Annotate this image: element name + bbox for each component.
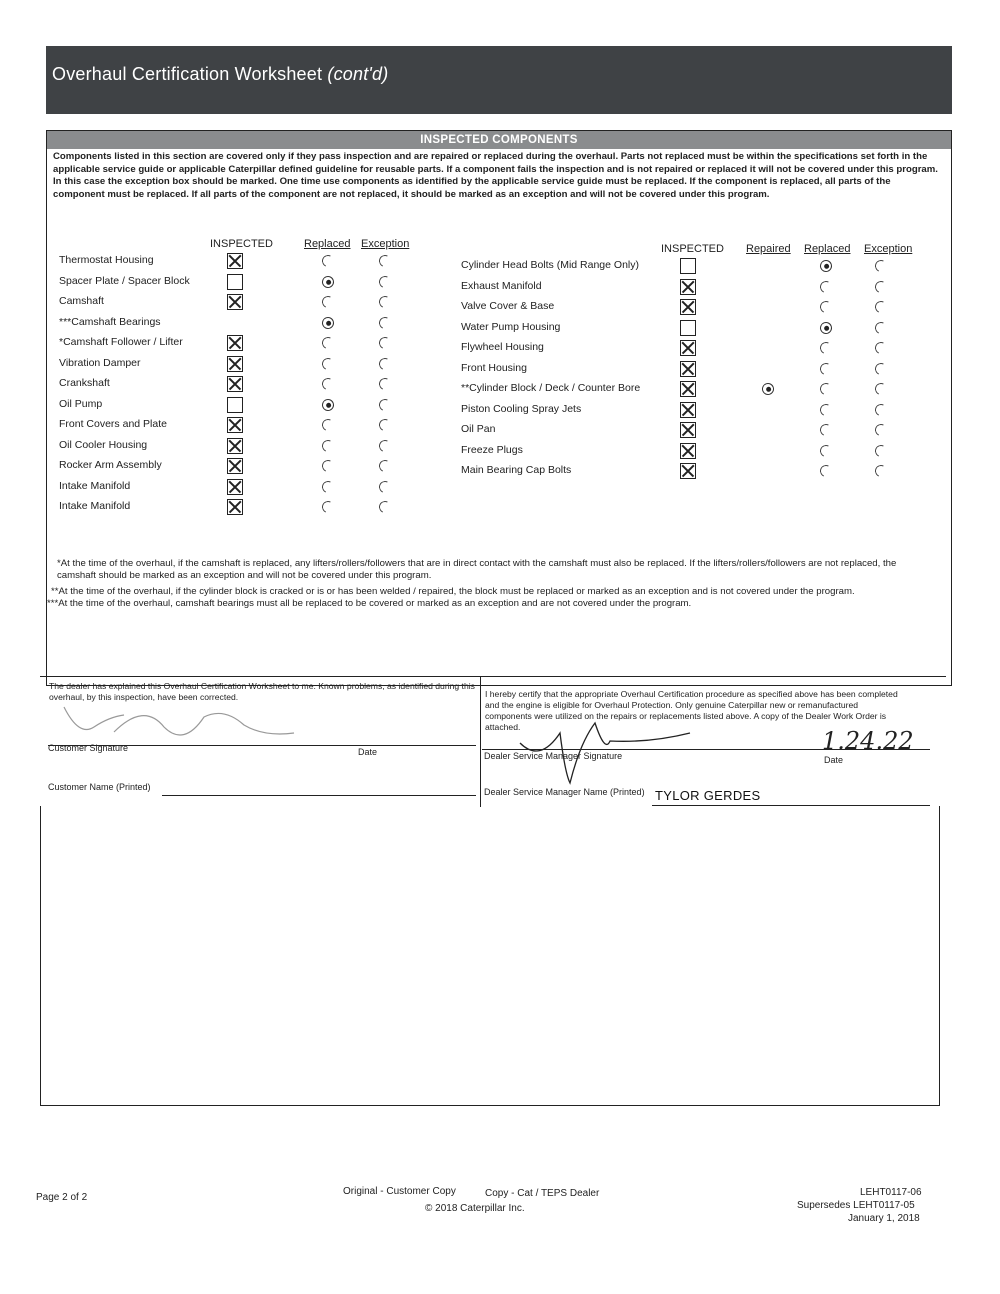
left-exception-radio[interactable] <box>377 397 392 412</box>
footnote: *At the time of the overhaul, if the camshaft is replaced, any lifters/rollers/followers that are in direct contact with the camshaft must also be replaced. If the lifters/rollers/followers are not replaced, the camshaft should be marked as an exception and will not be covered under this program. <box>57 558 897 581</box>
right-exception-radio[interactable] <box>873 443 888 458</box>
page-number: Page 2 of 2 <box>36 1192 88 1203</box>
right-row-label: Flywheel Housing <box>461 341 544 353</box>
right-inspected-checkbox[interactable] <box>680 279 696 295</box>
left-inspected-checkbox[interactable] <box>227 294 243 310</box>
left-exception-radio[interactable] <box>377 335 392 350</box>
left-replaced-radio[interactable] <box>320 274 335 289</box>
left-replaced-radio[interactable] <box>320 438 335 453</box>
customer-signature-label: Customer Signature <box>48 743 129 753</box>
left-inspected-checkbox[interactable] <box>227 253 243 269</box>
title-suffix: (cont'd) <box>327 64 389 84</box>
right-exception-radio[interactable] <box>873 258 888 273</box>
right-exception-radio[interactable] <box>873 279 888 294</box>
right-row-label: Water Pump Housing <box>461 320 561 333</box>
right-row-label: Piston Cooling Spray Jets <box>461 402 582 415</box>
left-replaced-radio[interactable] <box>320 315 335 330</box>
left-exception-radio[interactable] <box>377 253 392 268</box>
left-replaced-radio[interactable] <box>320 417 335 432</box>
dealer-name-label: Dealer Service Manager Name (Printed) <box>484 787 645 797</box>
revision-date: January 1, 2018 <box>848 1213 920 1224</box>
left-replaced-radio[interactable] <box>320 376 335 391</box>
right-replaced-radio[interactable] <box>818 340 833 355</box>
copyright: © 2018 Caterpillar Inc. <box>425 1203 525 1214</box>
left-replaced-radio[interactable] <box>320 458 335 473</box>
left-inspected-checkbox[interactable] <box>227 274 243 290</box>
right-exception-radio[interactable] <box>873 320 888 335</box>
right-row-label: Freeze Plugs <box>461 443 523 456</box>
right-exception-radio[interactable] <box>873 402 888 417</box>
left-replaced-radio[interactable] <box>320 499 335 514</box>
right-inspected-checkbox[interactable] <box>680 402 696 418</box>
right-inspected-checkbox[interactable] <box>680 258 696 274</box>
right-header-repaired: Repaired <box>746 243 791 255</box>
dealer-signature-label: Dealer Service Manager Signature <box>484 751 623 761</box>
left-exception-radio[interactable] <box>377 458 392 473</box>
right-replaced-radio[interactable] <box>818 463 833 478</box>
dealer-copy-label: Copy - Cat / TEPS Dealer <box>485 1188 600 1199</box>
right-row-label: Front Housing <box>461 361 527 374</box>
left-exception-radio[interactable] <box>377 499 392 514</box>
right-header-inspected: INSPECTED <box>661 243 724 255</box>
left-header-inspected: INSPECTED <box>210 238 273 250</box>
left-header-exception: Exception <box>361 238 410 250</box>
right-row-label: Cylinder Head Bolts (Mid Range Only) <box>461 259 639 271</box>
right-inspected-checkbox[interactable] <box>680 463 696 479</box>
left-inspected-checkbox[interactable] <box>227 397 243 413</box>
right-exception-radio[interactable] <box>873 422 888 437</box>
right-inspected-checkbox[interactable] <box>680 361 696 377</box>
right-header-exception: Exception <box>864 243 913 255</box>
right-row-label: Main Bearing Cap Bolts <box>461 464 572 476</box>
right-inspected-checkbox[interactable] <box>680 299 696 315</box>
footnote: **At the time of the overhaul, if the cylinder block is cracked or is or has been welded / repaired, the block must be replaced or marked as an exception and is not covered under the program. <box>51 586 855 597</box>
left-row-label: Camshaft <box>59 295 104 307</box>
right-row-label: Oil Pan <box>461 423 496 435</box>
original-copy-label: Original - Customer Copy <box>343 1186 456 1197</box>
right-exception-radio[interactable] <box>873 361 888 376</box>
left-exception-radio[interactable] <box>377 356 392 371</box>
right-repaired-radio[interactable] <box>760 381 775 396</box>
section-intro: Components listed in this section are covered only if they pass inspection and are repaired or replaced during the overhaul. Parts not replaced must be within the specifications set forth in the applicable service guide or applicable Caterpillar defined guideline for reusable parts. If a component fails the inspection and is not repaired or replaced it will not be covered under this program. In this case the exception box should be marked. One time use components as identified by the applicable service guide must be replaced. If the component is replaced, all parts of the component must be replaced. If all parts of the component are not replaced, it should be marked as an exception and will not be covered under this program. <box>53 151 938 200</box>
right-row-label: Exhaust Manifold <box>461 279 542 292</box>
left-inspected-checkbox[interactable] <box>227 499 243 515</box>
right-inspected-checkbox[interactable] <box>680 443 696 459</box>
left-inspected-checkbox[interactable] <box>227 376 243 392</box>
blank-area <box>40 806 940 1106</box>
left-row-label: *Camshaft Follower / Lifter <box>59 336 183 348</box>
left-exception-radio[interactable] <box>377 438 392 453</box>
right-inspected-checkbox[interactable] <box>680 381 696 397</box>
left-replaced-radio[interactable] <box>320 294 335 309</box>
right-row-label: Valve Cover & Base <box>461 300 555 312</box>
left-row-label: Intake Manifold <box>59 500 131 512</box>
right-inspected-checkbox[interactable] <box>680 320 696 336</box>
left-row-label: Oil Cooler Housing <box>59 438 148 451</box>
left-exception-radio[interactable] <box>377 315 392 330</box>
right-replaced-radio[interactable] <box>818 361 833 376</box>
signature-area <box>40 676 946 806</box>
left-inspected-checkbox[interactable] <box>227 458 243 474</box>
right-exception-radio[interactable] <box>873 381 888 396</box>
right-header-replaced: Replaced <box>804 243 851 255</box>
left-row-label: Crankshaft <box>59 377 110 389</box>
left-row-label: Front Covers and Plate <box>59 418 167 430</box>
left-replaced-radio[interactable] <box>320 356 335 371</box>
left-row-label: Oil Pump <box>59 397 103 410</box>
signature-divider <box>480 677 481 807</box>
right-inspected-checkbox[interactable] <box>680 422 696 438</box>
left-row-label: Intake Manifold <box>59 479 131 492</box>
left-row-label: ***Camshaft Bearings <box>59 315 161 328</box>
left-exception-radio[interactable] <box>377 479 392 494</box>
supersedes: Supersedes LEHT0117-05 <box>797 1200 915 1211</box>
right-exception-radio[interactable] <box>873 463 888 478</box>
dealer-name-value: TYLOR GERDES <box>655 788 761 803</box>
left-inspected-checkbox[interactable] <box>227 335 243 351</box>
right-replaced-radio[interactable] <box>818 258 833 273</box>
dealer-date-label: Date <box>824 755 844 765</box>
page-title <box>52 64 388 85</box>
left-inspected-checkbox[interactable] <box>227 438 243 454</box>
left-exception-radio[interactable] <box>377 274 392 289</box>
right-replaced-radio[interactable] <box>818 299 833 314</box>
right-inspected-checkbox[interactable] <box>680 340 696 356</box>
customer-date-label: Date <box>358 747 378 757</box>
doc-id: LEHT0117-06 <box>860 1187 922 1198</box>
left-replaced-radio[interactable] <box>320 397 335 412</box>
footnote: ***At the time of the overhaul, camshaft bearings must all be replaced to be covered or marked as an exception and are not covered under the program. <box>47 598 692 609</box>
left-row-label: Thermostat Housing <box>59 254 154 266</box>
inspected-components-section <box>46 130 952 686</box>
left-replaced-radio[interactable] <box>320 335 335 350</box>
right-replaced-radio[interactable] <box>818 279 833 294</box>
left-inspected-checkbox[interactable] <box>227 356 243 372</box>
left-exception-radio[interactable] <box>377 376 392 391</box>
left-exception-radio[interactable] <box>377 294 392 309</box>
customer-name-line <box>162 795 476 796</box>
left-exception-radio[interactable] <box>377 417 392 432</box>
right-replaced-radio[interactable] <box>818 402 833 417</box>
left-row-label: Vibration Damper <box>59 356 141 369</box>
customer-name-label: Customer Name (Printed) <box>48 782 151 792</box>
right-replaced-radio[interactable] <box>818 443 833 458</box>
customer-signature-scribble <box>54 697 314 747</box>
right-replaced-radio[interactable] <box>818 320 833 335</box>
title-text: Overhaul Certification Worksheet <box>52 64 323 84</box>
dealer-date-value: 1.24.22 <box>822 727 914 755</box>
dealer-statement: I hereby certify that the appropriate Overhaul Certification procedure as specified above has been completed and the engine is eligible for Overhaul Protection. Only genuine Caterpillar new or remanufactured components were utilized on the repairs or replacements listed above. A copy of the Dealer Work Order is attached. <box>485 689 898 732</box>
right-exception-radio[interactable] <box>873 299 888 314</box>
left-replaced-radio[interactable] <box>320 253 335 268</box>
right-exception-radio[interactable] <box>873 340 888 355</box>
left-inspected-checkbox[interactable] <box>227 479 243 495</box>
left-inspected-checkbox[interactable] <box>227 417 243 433</box>
left-row-label: Spacer Plate / Spacer Block <box>59 274 190 287</box>
left-row-label: Rocker Arm Assembly <box>59 459 162 471</box>
right-replaced-radio[interactable] <box>818 381 833 396</box>
header-bar <box>46 46 952 114</box>
left-replaced-radio[interactable] <box>320 479 335 494</box>
section-title: INSPECTED COMPONENTS <box>47 131 951 149</box>
right-replaced-radio[interactable] <box>818 422 833 437</box>
left-header-replaced: Replaced <box>304 238 351 250</box>
right-row-label: **Cylinder Block / Deck / Counter Bore <box>461 382 641 394</box>
customer-statement: The dealer has explained this Overhaul Certification Worksheet to me. Known problems, as identified during this overhaul, by this inspection, have been corrected. <box>49 681 475 702</box>
